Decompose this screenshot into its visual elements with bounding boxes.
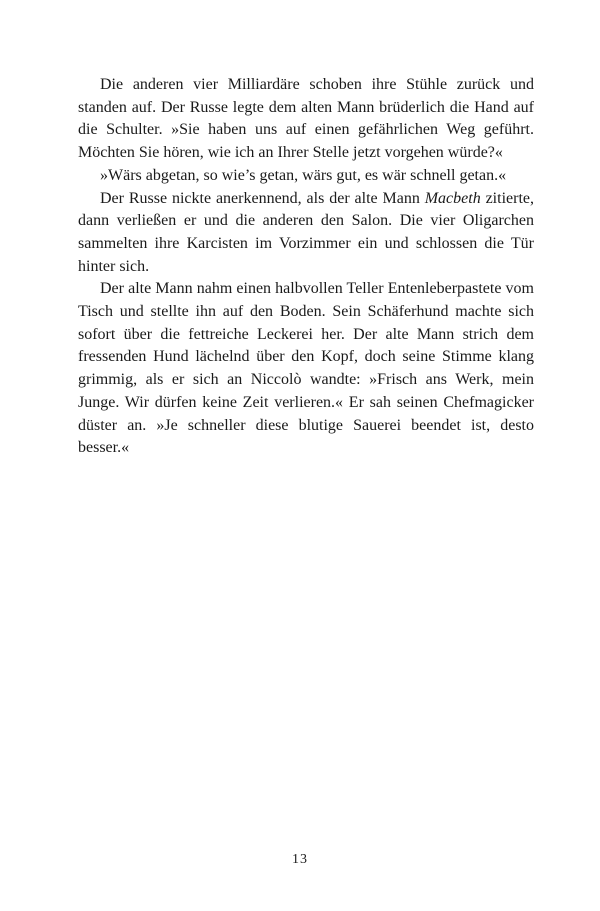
page-number: 13	[292, 852, 308, 867]
paragraph-4: Der alte Mann nahm einen halbvollen Teller Entenleberpastete vom Tisch und stellte ihn auf den Boden. Sein Schäferhund machte sich sofort über die fettreiche Leckerei her. Der alte Mann strich dem fressenden Hund lächelnd über den Kopf, doch seine Stimme klang grimmig, als er sich an Niccolò wandte: »Frisch ans Werk, mein Junge. Wir dürfen keine Zeit verlieren.« Er sah seinen Chefmagicker düster an. »Je schneller diese blutige Sauerei beendet ist, desto besser.«	[78, 280, 534, 457]
paragraph-3	[78, 188, 534, 279]
paragraph-1: Die anderen vier Milliardäre schoben ihre Stühle zurück und standen auf. Der Russe legte dem alten Mann brüderlich die Hand auf die Schulter. »Sie haben uns auf einen gefährlichen Weg geführt. Möchten Sie hören, wie ich an Ihrer Stelle jetzt vorgehen würde?«	[78, 76, 534, 162]
page-text-block	[78, 74, 534, 460]
paragraph-3-before: Der Russe nickte anerkennend, als der alte Mann	[100, 189, 425, 207]
paragraph-2: »Wärs abgetan, so wie’s getan, wärs gut, es wär schnell getan.«	[100, 166, 507, 184]
paragraph-3-emphasis: Macbeth	[424, 189, 481, 207]
paragraph-3-after: zitierte, dann verließen er und die anderen den Salon. Die vier Oligarchen sammelten ihre Karcisten im Vorzimmer ein und schlossen die Tür hinter sich.	[78, 189, 534, 275]
